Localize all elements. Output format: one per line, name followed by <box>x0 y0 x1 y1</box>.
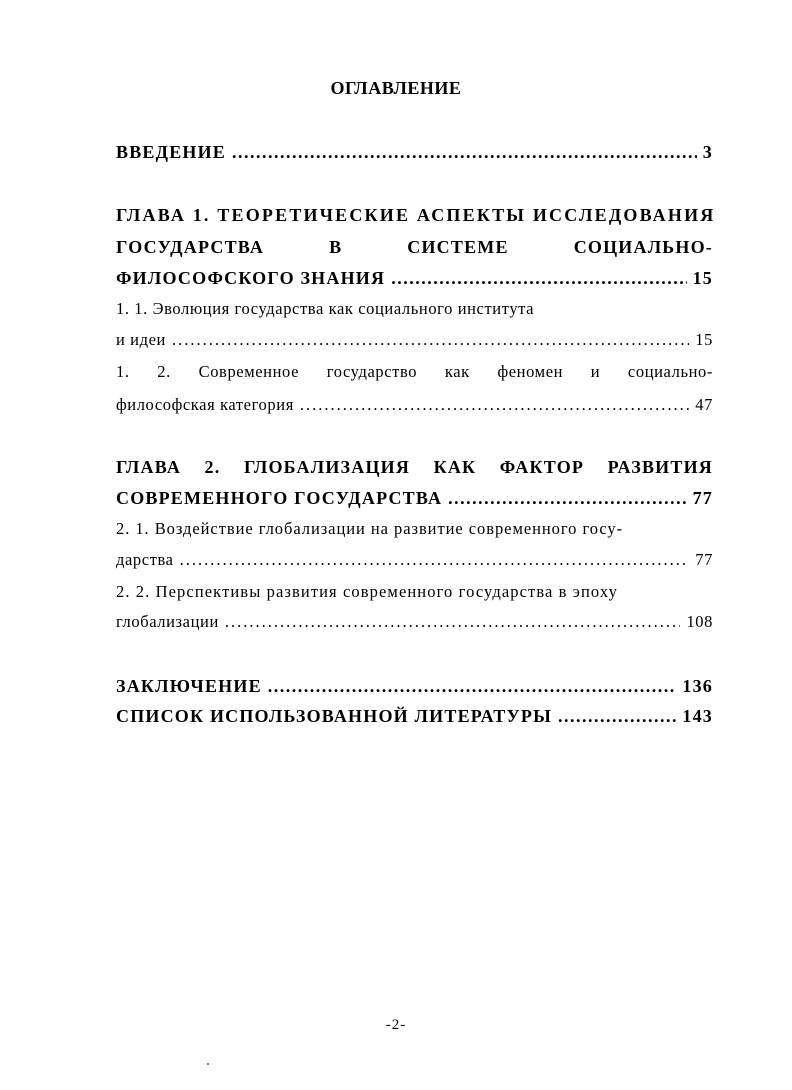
entry-label: 2. 1. Воздействие глобализации на развитие современного госу- <box>116 519 624 538</box>
toc-title: ОГЛАВЛЕНИЕ <box>330 78 462 98</box>
page-ref: 143 <box>682 706 713 726</box>
word: ГЛОБАЛИЗАЦИЯ <box>243 457 411 477</box>
word: и <box>590 362 601 381</box>
dot-leader <box>172 330 689 350</box>
toc-entry-section-1-2-line-1[interactable] <box>116 362 713 382</box>
toc-entry-section-1-1-line-2[interactable] <box>116 330 713 350</box>
entry-label: дарства <box>116 550 174 569</box>
word: государство <box>326 362 418 381</box>
dot-leader <box>232 142 697 163</box>
page-ref: 3 <box>702 142 713 162</box>
word: 1. <box>116 362 130 381</box>
dot-leader <box>180 550 690 570</box>
entry-label: философская категория <box>116 395 294 414</box>
word: ГОСУДАРСТВА <box>116 237 265 257</box>
word: В <box>329 237 343 257</box>
page-ref: 15 <box>692 268 713 288</box>
word: КАК <box>433 457 477 477</box>
dot-leader <box>558 706 676 727</box>
toc-entry-conclusion[interactable] <box>116 676 713 697</box>
word: СОЦИАЛЬНО- <box>573 237 713 257</box>
dot-leader <box>391 268 686 289</box>
entry-label: и идеи <box>116 330 166 349</box>
word: 2. <box>157 362 171 381</box>
word: как <box>444 362 470 381</box>
toc-entry-section-2-2-line-1[interactable] <box>116 582 713 602</box>
dot-leader <box>225 612 681 632</box>
word: РАЗВИТИЯ <box>607 457 713 477</box>
word: феномен <box>497 362 564 381</box>
page-ref: 108 <box>686 612 713 631</box>
toc-entry-section-1-2-line-2[interactable] <box>116 395 713 415</box>
dot-leader <box>448 488 686 509</box>
page-ref: 77 <box>695 550 713 569</box>
entry-label: СПИСОК ИСПОЛЬЗОВАННОЙ ЛИТЕРАТУРЫ <box>116 706 552 726</box>
toc-entry-chapter-2-line-2[interactable] <box>116 488 713 509</box>
entry-label: ЗАКЛЮЧЕНИЕ <box>116 676 262 696</box>
toc-entry-section-2-1-line-2[interactable] <box>116 550 713 570</box>
word: социально- <box>627 362 713 381</box>
word: Современное <box>198 362 300 381</box>
entry-label: 1. 1. Эволюция государства как социального института <box>116 299 535 318</box>
page-number: -2- <box>385 1017 407 1033</box>
toc-entry-chapter-1-line-1[interactable] <box>116 205 716 226</box>
scan-speck <box>207 1063 209 1065</box>
word: 2. <box>204 457 221 477</box>
toc-entry-section-1-1-line-1[interactable] <box>116 299 713 319</box>
toc-entry-chapter-1-line-2[interactable] <box>116 237 713 258</box>
page-ref: 136 <box>682 676 713 696</box>
word: ГЛАВА <box>116 457 182 477</box>
entry-label: ВВЕДЕНИЕ <box>116 142 227 162</box>
toc-entry-section-2-1-line-1[interactable] <box>116 519 713 539</box>
entry-label: ФИЛОСОФСКОГО ЗНАНИЯ <box>116 268 386 288</box>
entry-label: 2. 2. Перспективы развития современного государства в эпоху <box>116 582 618 601</box>
entry-label: глобализации <box>116 612 219 631</box>
entry-label: ГЛАВА 1. ТЕОРЕТИЧЕСКИЕ АСПЕКТЫ ИССЛЕДОВАНИЯ <box>116 205 716 225</box>
toc-entry-introduction[interactable] <box>116 142 713 163</box>
toc-entry-chapter-2-line-1[interactable] <box>116 457 713 478</box>
page-ref: 47 <box>695 395 713 414</box>
page-ref: 77 <box>692 488 713 508</box>
toc-entry-chapter-1-line-3[interactable] <box>116 268 713 289</box>
dot-leader <box>300 395 689 415</box>
word: ФАКТОР <box>499 457 585 477</box>
word: СИСТЕМЕ <box>407 237 509 257</box>
toc-entry-section-2-2-line-2[interactable] <box>116 612 713 632</box>
page-ref: 15 <box>695 330 713 349</box>
entry-label: СОВРЕМЕННОГО ГОСУДАРСТВА <box>116 488 443 508</box>
toc-entry-bibliography[interactable] <box>116 706 713 727</box>
dot-leader <box>268 676 677 697</box>
